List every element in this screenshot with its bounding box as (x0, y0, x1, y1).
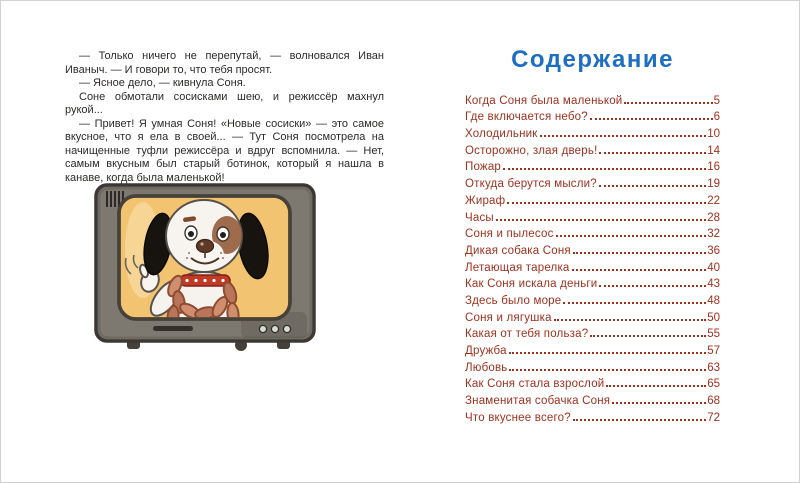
toc-entry (465, 173, 720, 190)
toc-entry-title: Соня и лягушка (465, 311, 552, 324)
toc-entry (465, 140, 720, 157)
dotted-leader (507, 202, 706, 204)
toc-entry-title: Здесь было море (465, 294, 562, 307)
toc-entry-title: Что вкуснее всего? (465, 411, 571, 424)
dotted-leader (496, 219, 706, 221)
dotted-leader (556, 235, 707, 237)
dotted-leader (624, 102, 712, 104)
toc-entry-page: 50 (707, 311, 720, 324)
toc-entry-title: Дружба (465, 345, 507, 357)
toc-entry (465, 90, 720, 107)
toc-entry-page: 72 (707, 411, 720, 424)
dotted-leader (606, 385, 706, 387)
dotted-leader (599, 185, 706, 187)
story-paragraph: — Только ничего не перепутай, — волновался Иван Иваныч. — И говори то, что тебя просят. (65, 50, 384, 76)
toc-entry-title: Дикая собака Соня (465, 244, 571, 257)
dotted-leader (509, 369, 706, 371)
toc-entry-title: Осторожно, злая дверь! (465, 144, 598, 157)
dotted-leader (563, 302, 706, 304)
story-paragraph: — Привет! Я умная Соня! «Новые сосиски» — это самое вкусное, что я ела в своей... — Тут Соня посмотрела на начищенные туфли режиссёра и вдруг вспомнила. — Нет, самым вкусным был старый ботинок, который я нашла в канаве, когда была маленькой! (65, 117, 384, 184)
toc-entry (465, 307, 720, 324)
toc-entry-page: 14 (707, 144, 720, 157)
toc-entry-page: 28 (707, 211, 720, 224)
dotted-leader (509, 352, 707, 354)
toc-entry (465, 157, 720, 174)
toc-entry-title: Где включается небо? (465, 111, 588, 124)
toc-entry-title: Знаменитая собачка Соня (465, 395, 611, 408)
toc-entry-page: 43 (707, 278, 720, 291)
toc-entry (465, 207, 720, 224)
toc-entry-title: Любовь (465, 361, 508, 374)
dotted-leader (599, 152, 706, 154)
toc-entry-page: 48 (707, 294, 720, 307)
dotted-leader (540, 135, 707, 137)
toc-entry (465, 390, 720, 407)
toc-entry-page: 10 (707, 128, 720, 141)
toc-entry-page: 68 (707, 395, 720, 408)
dotted-leader (572, 269, 707, 271)
tv-knobs (259, 325, 290, 332)
toc-entry-page: 16 (707, 161, 720, 174)
toc-entry-title: Откуда берутся мысли? (465, 178, 597, 191)
dotted-leader (573, 252, 706, 254)
toc-entry-title: Соня и пылесос (465, 228, 554, 241)
toc-entry-title: Жираф (465, 194, 506, 207)
dotted-leader (573, 419, 706, 421)
dotted-leader (612, 402, 706, 404)
toc-entry-page: 19 (707, 178, 720, 191)
toc-entry (465, 190, 720, 207)
toc-entry-title: Холодильник (465, 128, 538, 141)
story-paragraph: — Ясное дело, — кивнула Соня. (79, 77, 246, 89)
story-paragraph: Соне обмотали сосисками шею, и режиссёр махнул рукой... (65, 90, 384, 116)
toc-entry (465, 357, 720, 374)
dotted-leader (599, 285, 706, 287)
toc-entry (465, 290, 720, 307)
toc-entry-title: Летающая тарелка (465, 261, 570, 274)
toc-entry-page: 57 (707, 345, 720, 357)
toc-list (465, 90, 720, 424)
dotted-leader (590, 118, 713, 120)
toc-entry (465, 274, 720, 291)
toc-entry (465, 123, 720, 140)
dog-on-tv-drawing (91, 180, 323, 366)
toc-entry-page: 55 (707, 328, 720, 341)
toc-entry (465, 340, 720, 357)
toc-entry-title: Как Соня стала взрослой (465, 378, 605, 391)
dotted-leader (590, 335, 706, 337)
dotted-leader (503, 168, 706, 170)
toc-entry-page: 6 (713, 111, 720, 124)
toc-entry-title: Часы (465, 211, 494, 224)
toc-entry (465, 407, 720, 424)
toc-entry-title: Как Соня искала деньги (465, 278, 598, 291)
toc-entry-title: Пожар (465, 161, 502, 174)
tv-slot (153, 326, 193, 331)
toc-entry (465, 324, 720, 341)
toc-entry-title: Когда Соня была маленькой (465, 94, 623, 107)
toc-entry (465, 374, 720, 391)
toc-entry-page: 40 (707, 261, 720, 274)
toc-entry (465, 257, 720, 274)
toc-entry (465, 240, 720, 257)
toc-entry-page: 22 (707, 194, 720, 207)
toc-entry (465, 224, 720, 241)
dotted-leader (554, 319, 707, 321)
toc-entry-page: 36 (707, 244, 720, 257)
toc-entry-page: 65 (707, 378, 720, 391)
toc-entry (465, 107, 720, 124)
tv-illustration (91, 180, 323, 366)
toc-entry-page: 63 (707, 361, 720, 374)
toc-entry-page: 5 (713, 94, 720, 107)
toc-entry-title: Какая от тебя польза? (465, 328, 589, 341)
toc-title: Содержание (511, 46, 674, 73)
story-text (65, 50, 384, 185)
toc-entry-page: 32 (707, 228, 720, 241)
